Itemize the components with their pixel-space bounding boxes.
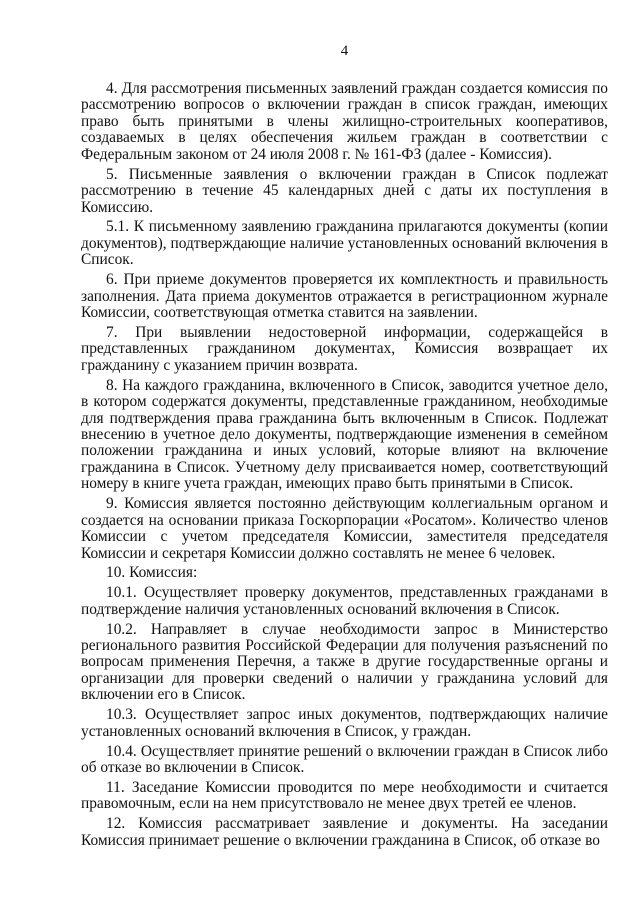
- paragraph-10-2: 10.2. Направляет в случае необходимости запрос в Министерство регионального развития Российской Федерации для получения разъяснений по вопросам применения Перечня, а также в другие государственные органы и организации для проверки сведений о наличии у гражданина условий для включении его в Список.: [81, 620, 608, 704]
- paragraph-10-4: 10.4. Осуществляет принятие решений о включении граждан в Список либо об отказе во включении в Список.: [81, 742, 608, 776]
- paragraph-10-1: 10.1. Осуществляет проверку документов, представленных гражданами в подтверждение наличия установленных оснований включения в Список.: [81, 584, 608, 618]
- paragraph-12: 12. Комиссия рассматривает заявление и документы. На заседании Комиссия принимает решение о включении гражданина в Список, об отказе во: [81, 815, 608, 849]
- paragraph-6: 6. При приеме документов проверяется их комплектность и правильность заполнения. Дата приема документов отражается в регистрационном журнале Комиссии, соответствующая отметка ставится на заявлении.: [81, 271, 608, 322]
- page-number: 4: [340, 43, 349, 59]
- paragraph-5: 5. Письменные заявления о включении граждан в Список подлежат рассмотрению в течение 45 календарных дней с даты их поступления в Комиссию.: [81, 165, 608, 216]
- paragraph-10-3: 10.3. Осуществляет запрос иных документов, подтверждающих наличие установленных оснований включения в Список, у граждан.: [81, 706, 608, 740]
- paragraph-7: 7. При выявлении недостоверной информации, содержащейся в представленных гражданином документах, Комиссия возвращает их гражданину с указанием причин возврата.: [81, 323, 608, 374]
- paragraph-5-1: 5.1. К письменному заявлению гражданина прилагаются документы (копии документов), подтверждающие наличие установленных оснований включения в Список.: [81, 218, 608, 269]
- paragraph-9: 9. Комиссия является постоянно действующим коллегиальным органом и создается на основании приказа Госкорпорации «Росатом». Количество членов Комиссии с учетом председателя Комиссии, заместителя председателя Комиссии и секретаря Комиссии должно составлять не менее 6 человек.: [81, 495, 608, 562]
- paragraph-8: 8. На каждого гражданина, включенного в Список, заводится учетное дело, в котором содержатся документы, представленные гражданином, необходимые для подтверждения права гражданина быть включенным в Список. Подлежат внесению в учетное дело документы, подтверждающие изменения в семейном положении гражданина и иных условий, которые влияют на включение гражданина в Список. Учетному делу присваивается номер, соответствующий номеру в книге учета граждан, имеющих право быть принятыми в Список.: [81, 376, 608, 493]
- paragraph-4: 4. Для рассмотрения письменных заявлений граждан создается комиссия по рассмотрению вопросов о включении граждан в список граждан, имеющих право быть принятыми в члены жилищно-строительных кооперативов, создаваемых в целях обеспечения жильем граждан в соответствии с Федеральным законом от 24 июля 2008 г. № 161-ФЗ (далее - Комиссия).: [81, 80, 608, 163]
- paragraph-11: 11. Заседание Комиссии проводится по мере необходимости и считается правомочным, если на нем присутствовало не менее двух третей ее членов.: [81, 778, 608, 813]
- paragraph-10: 10. Комиссия:: [106, 564, 198, 582]
